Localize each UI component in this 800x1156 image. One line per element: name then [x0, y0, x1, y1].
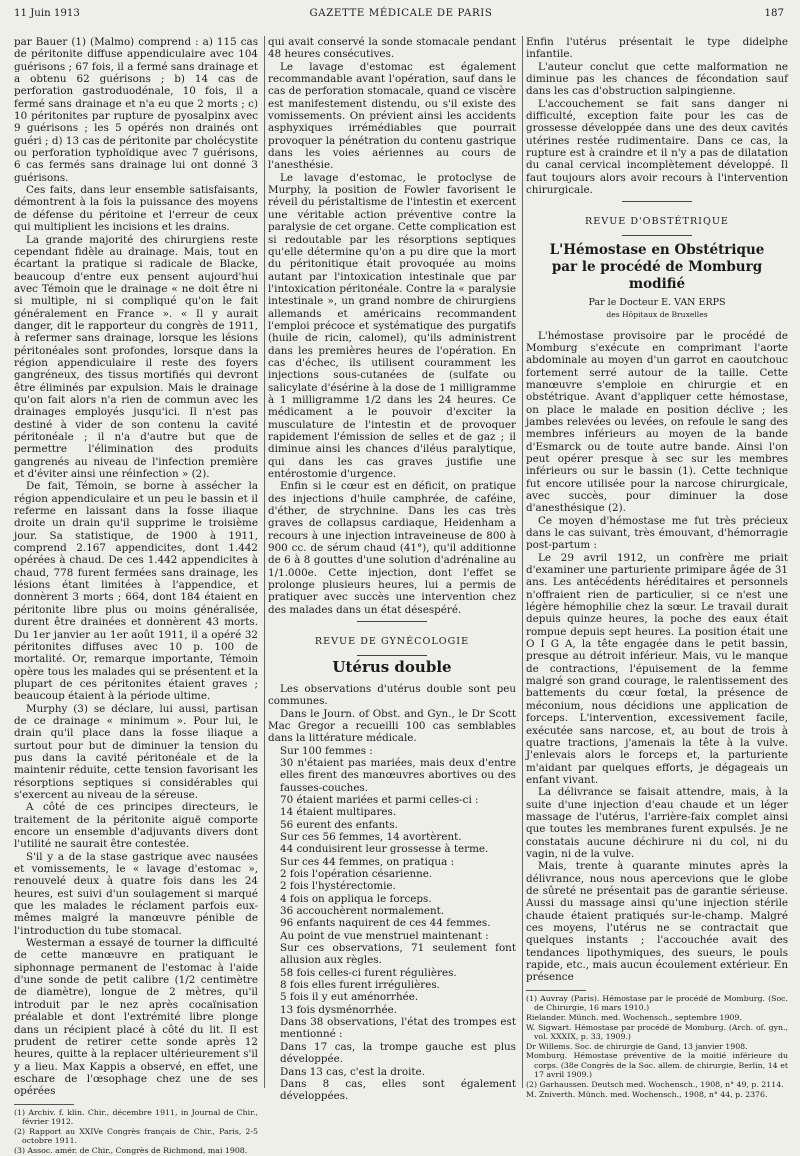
- footnote: Momburg. Hémostase préventive de la moitié inférieure du corps. (38e Congrès de la Soc. allem. de chirurgie, Berlin, 14 et 17 avril 1909.): [526, 1051, 788, 1080]
- list-item: 96 enfants naquirent de ces 44 femmes.: [280, 917, 491, 930]
- paragraph: par Bauer (1) (Malmo) comprend : a) 115 cas de péritonite diffuse appendiculaire avec 104 guérisons ; 67 fois, il a fermé sans drainage et a obtenu 62 guérisons ; b) 14 cas de perforation gastroduodénale, 10 fois, il a fermé sans drainage et n'a eu que 2 morts ; c) 10 péritonites par rupture de pyosalpinx avec 9 guérisons ; les 5 opérés non drainés ont guéri ; d) 13 cas de péritonite par cholécystite ou perforation typhoïdique avec 7 guérisons, 6 cas fermés sans drainage lui ont donné 3 guérisons.: [14, 36, 258, 184]
- footnote-rule: [526, 990, 586, 991]
- section-rule: [357, 655, 427, 656]
- list-item: 36 accouchèrent normalement.: [280, 905, 445, 918]
- list-item: 58 fois celles-ci furent régulières.: [280, 966, 457, 979]
- paragraph: La grande majorité des chirurgiens reste cependant fidèle au drainage. Mais, tout en écartant la pratique si radicale de Blacke, beaucoup d'entre eux pensent aujourd'hui avec Témoin que le drainage « ne doit être ni si multiple, ni si compliqué qu'on le fait généralement en France ». « Il y aurait danger, dit le rapporteur du congrès de 1911, à refermer sans drainage, lorsque les lésions péritonéales sont profondes, lorsque dans la région appendiculaire il reste des foyers gangréneux, des tissus mortifiés qui devront être éliminés par expulsion. Mais le drainage qu'on fait alors n'a rien de commun avec les drainages employés jusqu'ici. Il n'est pas destiné à vider de son contenu la cavité péritonéale ; il n'a d'autre but que de permettre l'élimination des produits gangrenés au niveau de l'infection première et d'éviter ainsi une réinfection » (2).: [14, 233, 258, 481]
- article-title: Utérus double: [332, 657, 452, 676]
- list-item: Sur 100 femmes :: [280, 744, 373, 757]
- paragraph: Dans le Journ. of Obst. and Gyn., le Dr Scott Mac Gregor a recueilli 100 cas semblables dans la littérature médicale.: [268, 707, 516, 745]
- paragraph: Murphy (3) se déclare, lui aussi, partisan de ce drainage « minimum ». Pour lui, le drain qu'il place dans la fosse iliaque a surtout pour but de diminuer la tension du pus dans la cavité péritonéale et de la maintenir réduite, cette tension favorisant les résorptions septiques si considérables qui s'exercent au niveau de la séreuse.: [14, 702, 258, 801]
- paragraph: Le 29 avril 1912, un confrère me priait d'examiner une parturiente primipare âgée de 31 ans. Les antécédents héréditaires et personnels n'offraient rien de particulier, si ce n'est une légère hémophilie chez la sœur. Le travail durait depuis quinze heures, la poche des eaux était rompue depuis sept heures. La position était une O I G A, la tête engagée dans le petit bassin, presque au détroit inférieur. Mais, vu le manque de contractions, l'épuisement de la femme malgré son grand courage, le ralentissement des battements du cœur fœtal, la présence de méconium, nous décidions une application de forceps. L'intervention, excessivement facile, exécutée sans narcose, et, au bout de trois à quatre tractions, j'amenais la tête à la vulve. J'enlevais alors le forceps et, la parturiente m'aidant par quelques efforts, je dégageais un enfant vivant.: [526, 551, 788, 786]
- list-item: 70 étaient mariées et parmi celles-ci :: [280, 793, 479, 806]
- section-rule: [622, 235, 692, 236]
- author-affiliation: des Hôpitaux de Bruxelles: [606, 310, 708, 320]
- paragraph: Le lavage d'estomac, le protoclyse de Murphy, la position de Fowler favorisent le réveil du péristaltisme de l'intestin et exercent une véritable action préventive contre la paralysie de cet organe. Cette complication est si redoutable par les résorptions septiques qu'elle détermine qu'on a pu dire que la mort du péritonitique était provoquée au moins autant par l'intoxication intestinale que par l'intoxication péritonéale. Contre la « paralysie intestinale », un grand nombre de chirurgiens allemands et américains recommandent l'emploi précoce et systématique des purgatifs (huile de ricin, calomel), qu'ils administrent dans les premières heures de l'opération. En cas d'échec, ils utilisent couramment les injections sous-cutanées de (sulfate ou salicylate d'ésérine à la dose de 1 milligramme à 1 milligramme 1/2 dans les 24 heures. Ce médicament a le pouvoir d'exciter la musculature de l'intestin et de provoquer rapidement l'émission de selles et de gaz ; il diminue ainsi les chances d'iléus paralytique, qui dans les cas graves justifie une entérostomie d'urgence.: [268, 171, 516, 481]
- list-item: Sur ces 44 femmes, on pratiqua :: [280, 855, 455, 868]
- footnotes: [526, 994, 788, 1100]
- section-rule: [622, 201, 692, 202]
- paragraph: L'auteur conclut que cette malformation ne diminue pas les chances de fécondation sauf dans les cas d'obstruction salpingienne.: [526, 60, 788, 98]
- text-columns: [14, 36, 788, 1155]
- column-divider: [264, 36, 265, 1088]
- issue-date: 11 Juin 1913: [14, 8, 80, 19]
- article-title: [526, 242, 788, 293]
- footnote: Rielander. Münch. med. Wochensch., septembre 1909.: [526, 1012, 742, 1022]
- footnote: (1) Auvray (Paris). Hémostase par le procédé de Momburg. (Soc. de Chirurgie, 16 mars 1910.): [526, 993, 788, 1013]
- paragraph: La délivrance se faisait attendre, mais, à la suite d'une injection d'eau chaude et un léger massage de l'utérus, l'arrière-faix complet ainsi que toutes les membranes furent expulsés. Je ne constatais aucune déchirure ni du col, ni du vagin, ni de la vulve.: [526, 786, 788, 860]
- list-item: Dans 17 cas, la trompe gauche est plus développée.: [280, 1040, 516, 1066]
- footnote: (3) Assoc. amér. de Chir., Congrès de Richmond, mai 1908.: [14, 1145, 248, 1155]
- list-item: 44 conduisirent leur grossesse à terme.: [280, 843, 489, 856]
- paragraph: Enfin si le cœur est en déficit, on pratique des injections d'huile camphrée, de caféine, d'éther, de strychnine. Dans les cas très graves de collapsus cardiaque, Heidenham a recours à une injection intraveineuse de 800 à 900 cc. de sérum chaud (41°), qu'il additionne de 6 à 8 gouttes d'une solution d'adrénaline au 1/1.000e. Cette injection, dont l'effet se prolonge plusieurs heures, lui a permis de pratiquer avec succès une intervention chez des malades dans un état désespéré.: [268, 480, 516, 616]
- journal-title: GAZETTE MÉDICALE DE PARIS: [309, 8, 493, 19]
- paragraph: Mais, trente à quarante minutes après la délivrance, nous nous apercevions que le globe de sûreté ne présentait pas de garantie sérieuse. Aussi du massage ainsi qu'une injection stérile chaude étaient pratiqués sur-le-champ. Malgré ces moyens, l'utérus ne se contractait que quelques instants ; l'accouchée avait des tendances lipothymiques, des sueurs, le pouls rapide, etc., mais aucun écoulement extérieur. En présence: [526, 860, 788, 984]
- list-item: Au point de vue menstruel maintenant :: [280, 929, 489, 942]
- list-item: 13 fois dysménorrhée.: [280, 1003, 398, 1016]
- author-byline: Par le Docteur E. VAN ERPS: [588, 296, 726, 308]
- paragraph: Ces faits, dans leur ensemble satisfaisants, démontrent à la fois la puissance des moyens de défense du péritoine et l'erreur de ceux qui multiplient les incisions et les drains.: [14, 184, 258, 234]
- paragraph: qui avait conservé la sonde stomacale pendant 48 heures consécutives.: [268, 36, 516, 61]
- article-title-line: L'Hémostase en Obstétrique: [549, 241, 765, 258]
- footnote: Dr Willems. Soc. de chirurgie de Gand, 13 janvier 1908.: [526, 1041, 748, 1051]
- footnote: M. Zniverth. Münch. med. Wochensch., 1908, n° 44, p. 2376.: [526, 1089, 768, 1099]
- list-item: 56 eurent des enfants.: [280, 818, 398, 831]
- list-item: 2 fois l'hystérectomie.: [280, 880, 396, 893]
- list-item: 30 n'étaient pas mariées, mais deux d'entre elles firent des manœuvres abortives ou des fausses-couches.: [280, 756, 516, 794]
- list-item: 5 fois il y eut aménorrhée.: [280, 991, 419, 1004]
- paragraph: A côté de ces principes directeurs, le traitement de la péritonite aiguë comporte encore un ensemble d'adjuvants divers dont l'utilité ne saurait être contestée.: [14, 801, 258, 851]
- list-item: Sur ces observations, 71 seulement font allusion aux règles.: [280, 942, 516, 967]
- list-item: Sur ces 56 femmes, 14 avortèrent.: [280, 830, 462, 843]
- column-left: [14, 36, 258, 1155]
- paragraph: L'hémostase provisoire par le procédé de Momburg s'exécute en comprimant l'aorte abdominale au moyen d'un garrot en caoutchouc fortement serré autour de la taille. Cette manœuvre s'emploie en chirurgie et en obstétrique. Avant d'appliquer cette hémostase, on place le malade en position déclive ; les jambes relevées ou levées, on refoule le sang des membres inférieurs au moyen de la bande d'Esmarck ou de toute autre bande. Ainsi l'on peut opérer presque à sec sur les membres inférieurs ou sur le bassin (1). Cette technique fut encore utilisée pour la narcose chirurgicale, avec succès, pour diminuer la dose d'anesthésique (2).: [526, 329, 788, 515]
- statistics-list: [268, 745, 516, 1103]
- column-divider: [522, 36, 523, 1088]
- list-item: Dans 38 observations, l'état des trompes est mentionné :: [280, 1016, 516, 1041]
- section-title: REVUE DE GYNÉCOLOGIE: [314, 636, 470, 648]
- footnote: (2) Garhaussen. Deutsch med. Wochensch., 1908, n° 49, p. 2114.: [526, 1080, 784, 1090]
- article-title-line: par le procédé de Momburg modifié: [551, 258, 763, 292]
- list-item: Dans 13 cas, c'est la droite.: [280, 1065, 425, 1078]
- paragraph: Les observations d'utérus double sont peu communes.: [268, 682, 516, 708]
- list-item: Dans 8 cas, elles sont également développées.: [280, 1077, 516, 1103]
- section-title: REVUE D'OBSTÉTRIQUE: [585, 216, 729, 228]
- paragraph: Enfin l'utérus présentait le type didelphe infantile.: [526, 36, 788, 61]
- page-header: [14, 6, 788, 22]
- footnote-rule: [14, 1104, 74, 1105]
- list-item: 4 fois on appliqua le forceps.: [280, 892, 432, 905]
- paragraph: Ce moyen d'hémostase me fut très précieux dans le cas suivant, très émouvant, d'hémorragie post-partum :: [526, 514, 788, 552]
- paragraph: Westerman a essayé de tourner la difficulté de cette manœuvre en pratiquant le siphonnage permanent de l'estomac à l'aide d'une sonde de petit calibre (1/2 centimètre de diamètre), longue de 2 mètres, qu'il introduit par le nez après cocaïnisation préalable et dont l'extrémité libre plonge dans un récipient placé à côté du lit. Il est prudent de retirer cette sonde après 12 heures, quitte à la replacer ultérieurement s'il y a lieu. Max Kappis a observé, en effet, une eschare de l'œsophage chez une de ses opérées: [14, 937, 258, 1098]
- footnote: W. Sigwart. Hémostase par procédé de Momburg. (Arch. of. gyn., vol. XXXIX, p. 33, 1909.): [526, 1022, 788, 1042]
- column-middle: [268, 36, 516, 1103]
- list-item: 14 étaient multipares.: [280, 806, 397, 819]
- footnote: (1) Archiv. f. klin. Chir., décembre 1911, in Journal de Chir., février 1912.: [14, 1107, 258, 1127]
- footnote: (2) Rapport au XXIVe Congrès français de Chir., Paris, 2-5 octobre 1911.: [14, 1126, 258, 1146]
- footnotes: [14, 1108, 258, 1156]
- section-rule: [357, 621, 427, 622]
- paragraph: De fait, Témoin, se borne à assécher la région appendiculaire et un peu le bassin et il referme en laissant dans la fosse iliaque droite un drain qu'il supprime le troisième jour. Sa statistique, de 1900 à 1911, comprend 2.167 appendicites, dont 1.442 opérées à chaud. De ces 1.442 appendicites à chaud, 778 furent fermées sans drainage, les lésions étant limitées à l'appendice, et donnèrent 3 morts ; 664, dont 184 étaient en péritonite libre plus ou moins généralisée, durent être drainées et donnèrent 43 morts. Du 1er janvier au 1er août 1911, il a opéré 32 péritonites diffuses avec 10 p. 100 de mortalité. Or, remarque importante, Témoin opère tous les malades qui se présentent et la plupart de ces péritonites étaient graves ; beaucoup étaient à la période ultime.: [14, 480, 258, 703]
- paragraph: Le lavage d'estomac est également recommandable avant l'opération, sauf dans le cas de perforation stomacale, quand ce viscère est manifestement distendu, ou s'il existe des vomissements. On prévient ainsi les accidents asphyxiques irrémédiables que pourrait provoquer la pénétration du contenu gastrique dans les voies aériennes au cours de l'anesthésie.: [268, 60, 516, 172]
- column-right: [526, 36, 788, 1099]
- list-item: 2 fois l'opération césarienne.: [280, 868, 433, 880]
- list-item: 8 fois elles furent irrégulières.: [280, 979, 440, 992]
- paragraph: L'accouchement se fait sans danger ni difficulté, exception faite pour les cas de grossesse développée dans une des deux cavités utérines restée rudimentaire. Dans ce cas, la rupture est à craindre et il n'y a pas de dilatation du canal cervical incomplètement développé. Il faut toujours alors avoir recours à l'intervention chirurgicale.: [526, 97, 788, 197]
- paragraph: S'il y a de la stase gastrique avec nausées et vomissements, le « lavage d'estomac », renouvelé deux à quatre fois dans les 24 heures, est suivi d'un soulagement si marqué que les malades le réclament parfois eux-mêmes malgré la manœuvre pénible de l'introduction du tube stomacal.: [14, 850, 258, 937]
- page-number: 187: [764, 8, 784, 19]
